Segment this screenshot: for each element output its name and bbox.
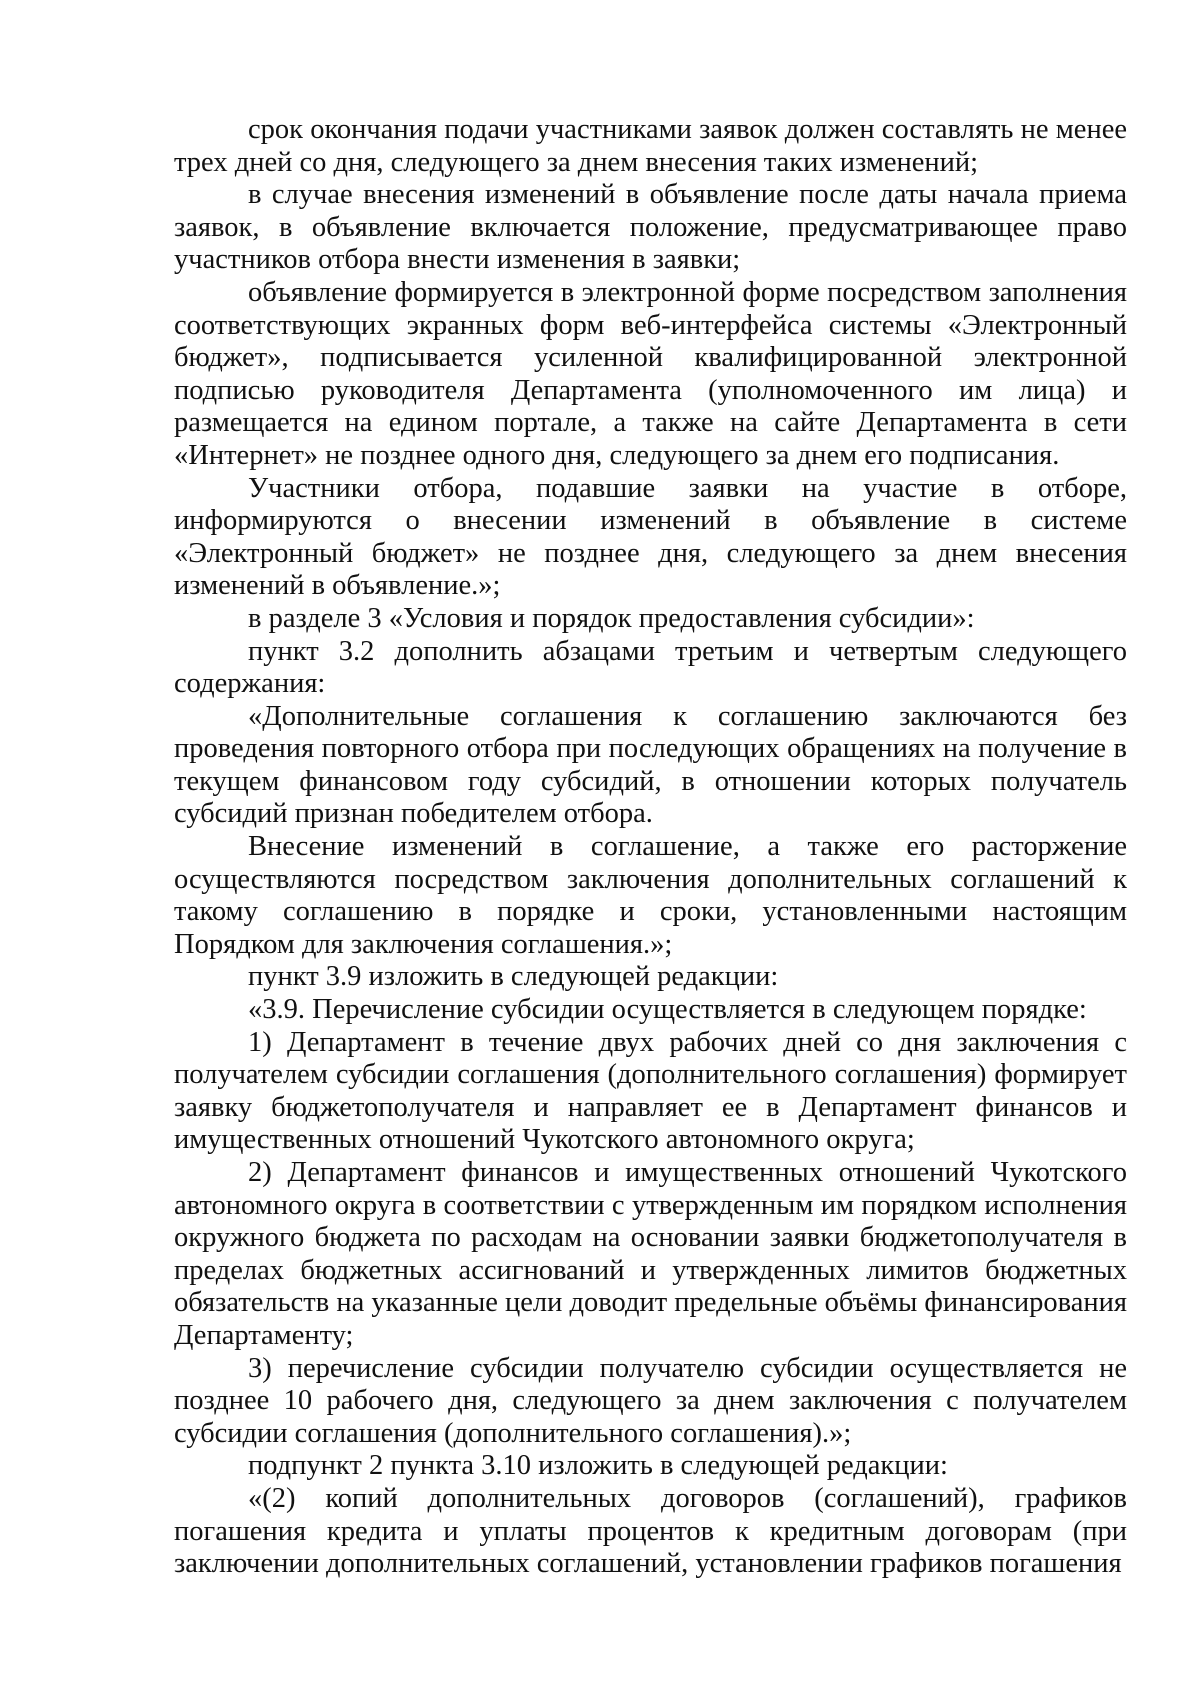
paragraph-section-3: в разделе 3 «Условия и порядок предоставления субсидии»: — [248, 602, 975, 634]
paragraph-participants-informed: Участники отбора, подавшие заявки на участие в отборе, информируются о внесении изменений в объявление в системе «Электронный бюджет» не позднее дня, следующего за днем внесения изменений в объявление.»; — [174, 472, 1127, 602]
paragraph-submission-deadline: срок окончания подачи участниками заявок должен составлять не менее трех дней со дня, следующего за днем внесения таких изменений; — [174, 114, 1127, 178]
paragraph-item-1: 1) Департамент в течение двух рабочих дней со дня заключения с получателем субсидии соглашения (дополнительного соглашения) формирует заявку бюджетополучателя и направляет ее в Департамент финансов и имущественных отношений Чукотского автономного округа; — [174, 1026, 1127, 1156]
paragraph-announcement-formation: объявление формируется в электронной форме посредством заполнения соответствующих экранных форм веб-интерфейса системы «Электронный бюджет», подписывается усиленной квалифицированной электронной подписью руководителя Департамента (уполномоченного им лица) и размещается на едином портале, а также на сайте Департамента в сети «Интернет» не позднее одного дня, следующего за днем его подписания. — [174, 276, 1127, 471]
paragraph-item-3: 3) перечисление субсидии получателю субсидии осуществляется не позднее 10 рабочего дня, следующего за днем заключения с получателем субсидии соглашения (дополнительного соглашения).»; — [174, 1352, 1127, 1449]
paragraph-point-3-9: пункт 3.9 изложить в следующей редакции: — [248, 961, 779, 993]
paragraph-item-2: 2) Департамент финансов и имущественных отношений Чукотского автономного округа в соответствии с утвержденным им порядком исполнения окружного бюджета по расходам на основании заявки бюджетополучателя в пределах бюджетных ассигнований и утвержденных лимитов бюджетных обязательств на указанные цели доводит предельные объёмы финансирования Департаменту; — [174, 1157, 1127, 1351]
paragraph-changes-after-start: в случае внесения изменений в объявление после даты начала приема заявок, в объявление включается положение, предусматривающее право участников отбора внести изменения в заявки; — [174, 179, 1127, 276]
paragraph-copies-agreements: «(2) копий дополнительных договоров (соглашений), графиков погашения кредита и уплаты процентов к кредитным договорам (при заключении дополнительных соглашений, установлении графиков погашения — [174, 1482, 1127, 1580]
document-body — [174, 114, 1127, 1581]
paragraph-3-9-heading: «3.9. Перечисление субсидии осуществляется в следующем порядке: — [248, 994, 1087, 1026]
paragraph-additional-agreements: «Дополнительные соглашения к соглашению заключаются без проведения повторного отбора при последующих обращениях на получение в текущем финансовом году субсидий, в отношении которых получатель субсидий признан победителем отбора. — [174, 700, 1127, 830]
paragraph-subpoint-2-3-10: подпункт 2 пункта 3.10 изложить в следующей редакции: — [248, 1450, 948, 1482]
paragraph-agreement-changes: Внесение изменений в соглашение, а также его расторжение осуществляются посредством заключения дополнительных соглашений к такому соглашению в порядке и сроки, установленными настоящим Порядком для заключения соглашения.»; — [174, 831, 1127, 960]
paragraph-point-3-2: пункт 3.2 дополнить абзацами третьим и четвертым следующего содержания: — [174, 635, 1127, 700]
